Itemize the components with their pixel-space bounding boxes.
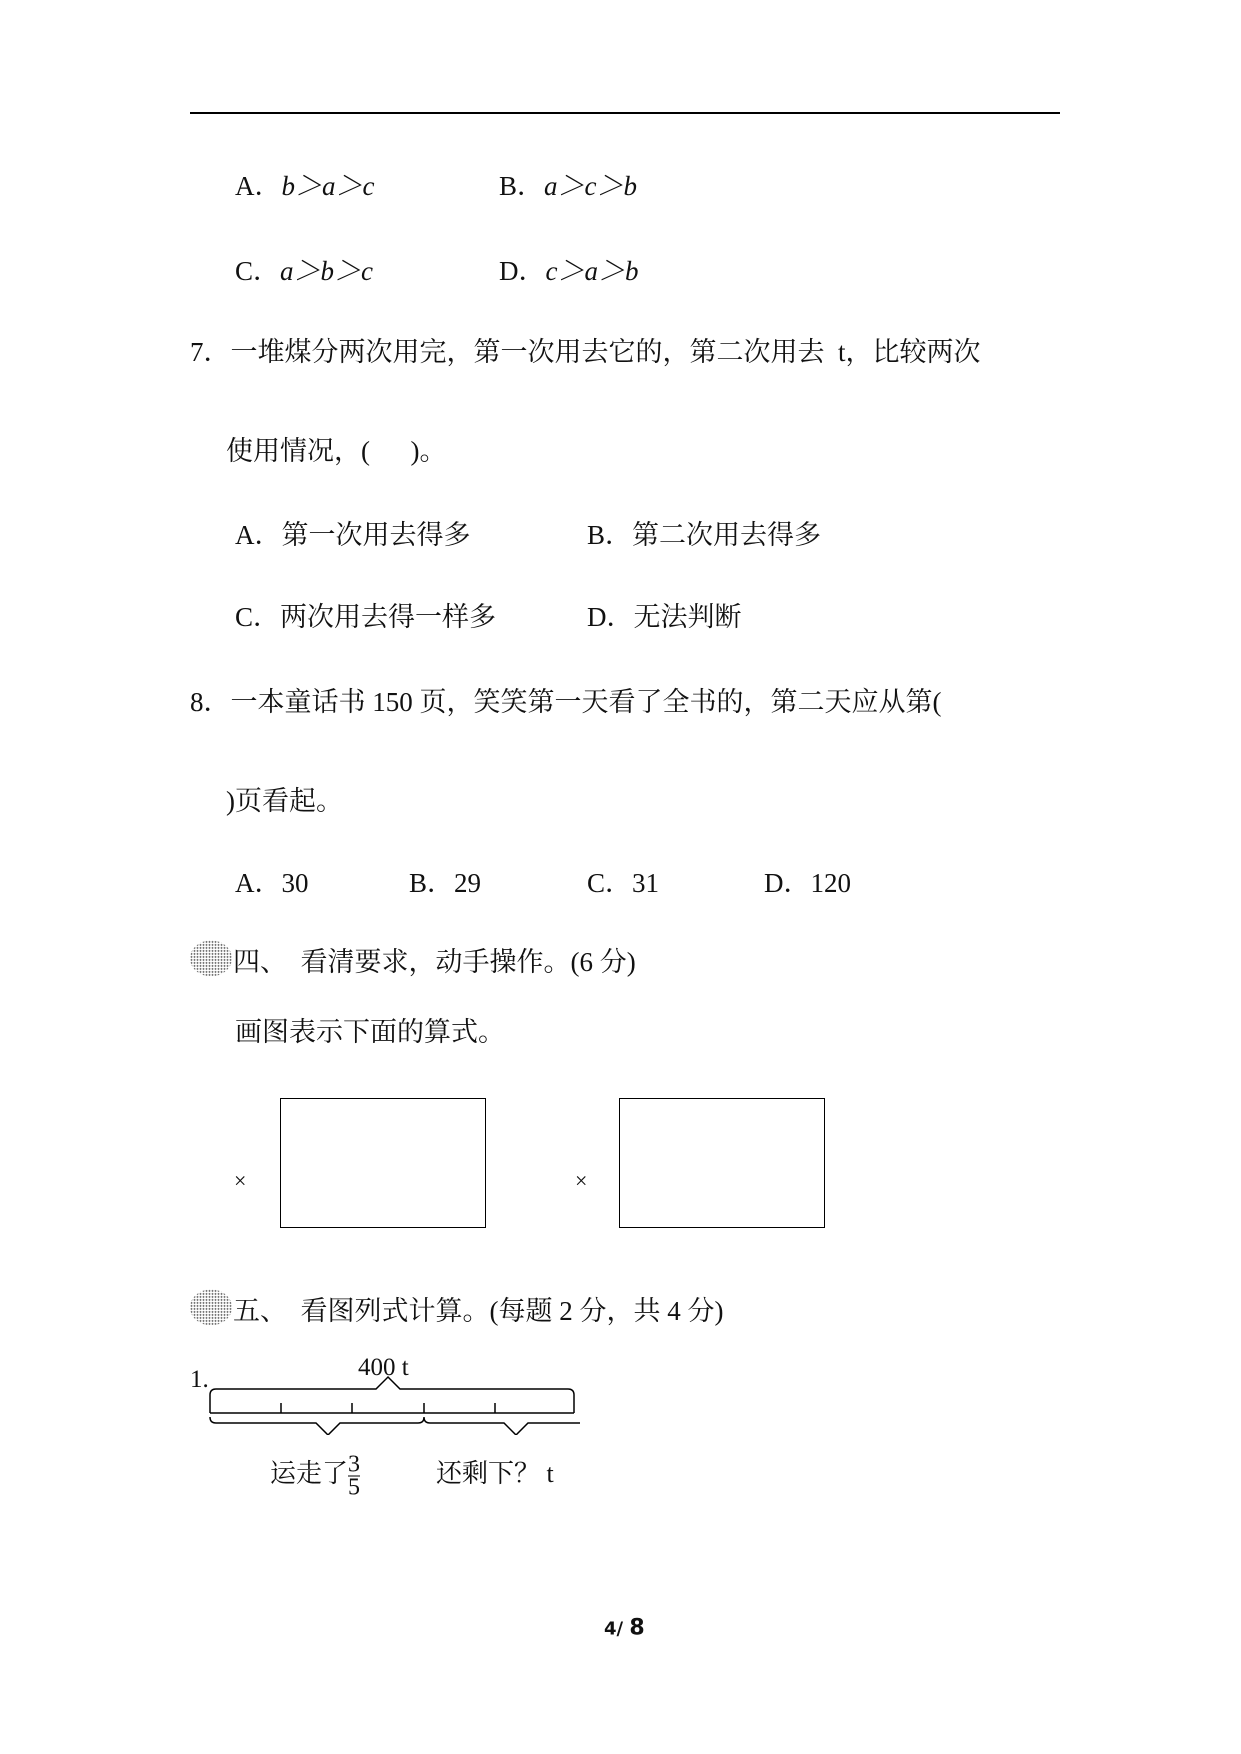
header-rule xyxy=(190,112,1060,114)
question-number: 1. xyxy=(190,1366,209,1393)
q7-text: 7．一堆煤分两次用完，第一次用去它的，第二次用去 t，比较两次 xyxy=(190,337,981,367)
line-segment-diagram xyxy=(200,1375,580,1435)
section4-instruction: 画图表示下面的算式。 xyxy=(235,1017,505,1047)
q6-option-c: C．a＞b＞c xyxy=(235,256,373,286)
times-sign: × xyxy=(234,1168,247,1193)
q8-option-d: D．120 xyxy=(764,868,851,898)
transported-label: 运走了 $\frac{3}{5}$ xyxy=(270,1451,361,1501)
q8-text-cont: )页看起。 xyxy=(226,786,343,816)
page-number: 4/ 8 xyxy=(604,1615,645,1641)
q7-option-a: A．第一次用去得多 xyxy=(235,520,471,550)
remaining-label: 还剩下？ t xyxy=(436,1459,554,1488)
total-label: 400 t xyxy=(358,1354,409,1381)
section-bullet-icon xyxy=(190,940,232,976)
q8-option-b: B．29 xyxy=(409,868,482,898)
q7-option-b: B．第二次用去得多 xyxy=(587,520,822,550)
drawing-box[interactable] xyxy=(619,1098,825,1228)
section-bullet-icon xyxy=(190,1289,232,1325)
section4-title: 四、 看清要求，动手操作。(6 分) xyxy=(233,947,636,977)
q7-option-c: C．两次用去得一样多 xyxy=(235,602,497,632)
times-sign: × xyxy=(575,1168,588,1193)
q6-option-d: D．c＞a＞b xyxy=(499,256,639,286)
q7-text-cont: 使用情况，( )。 xyxy=(226,436,447,466)
q8-text: 8．一本童话书 150 页，笑笑第一天看了全书的，第二天应从第( xyxy=(190,687,942,717)
q8-option-c: C．31 xyxy=(587,868,660,898)
drawing-box[interactable] xyxy=(280,1098,486,1228)
q7-option-d: D．无法判断 xyxy=(587,602,742,632)
q6-option-a: A．b＞a＞c xyxy=(235,171,375,201)
section5-title: 五、 看图列式计算。(每题 2 分，共 4 分) xyxy=(233,1296,724,1326)
q8-option-a: A．30 xyxy=(235,868,309,898)
q6-option-b: B．a＞c＞b xyxy=(499,171,637,201)
